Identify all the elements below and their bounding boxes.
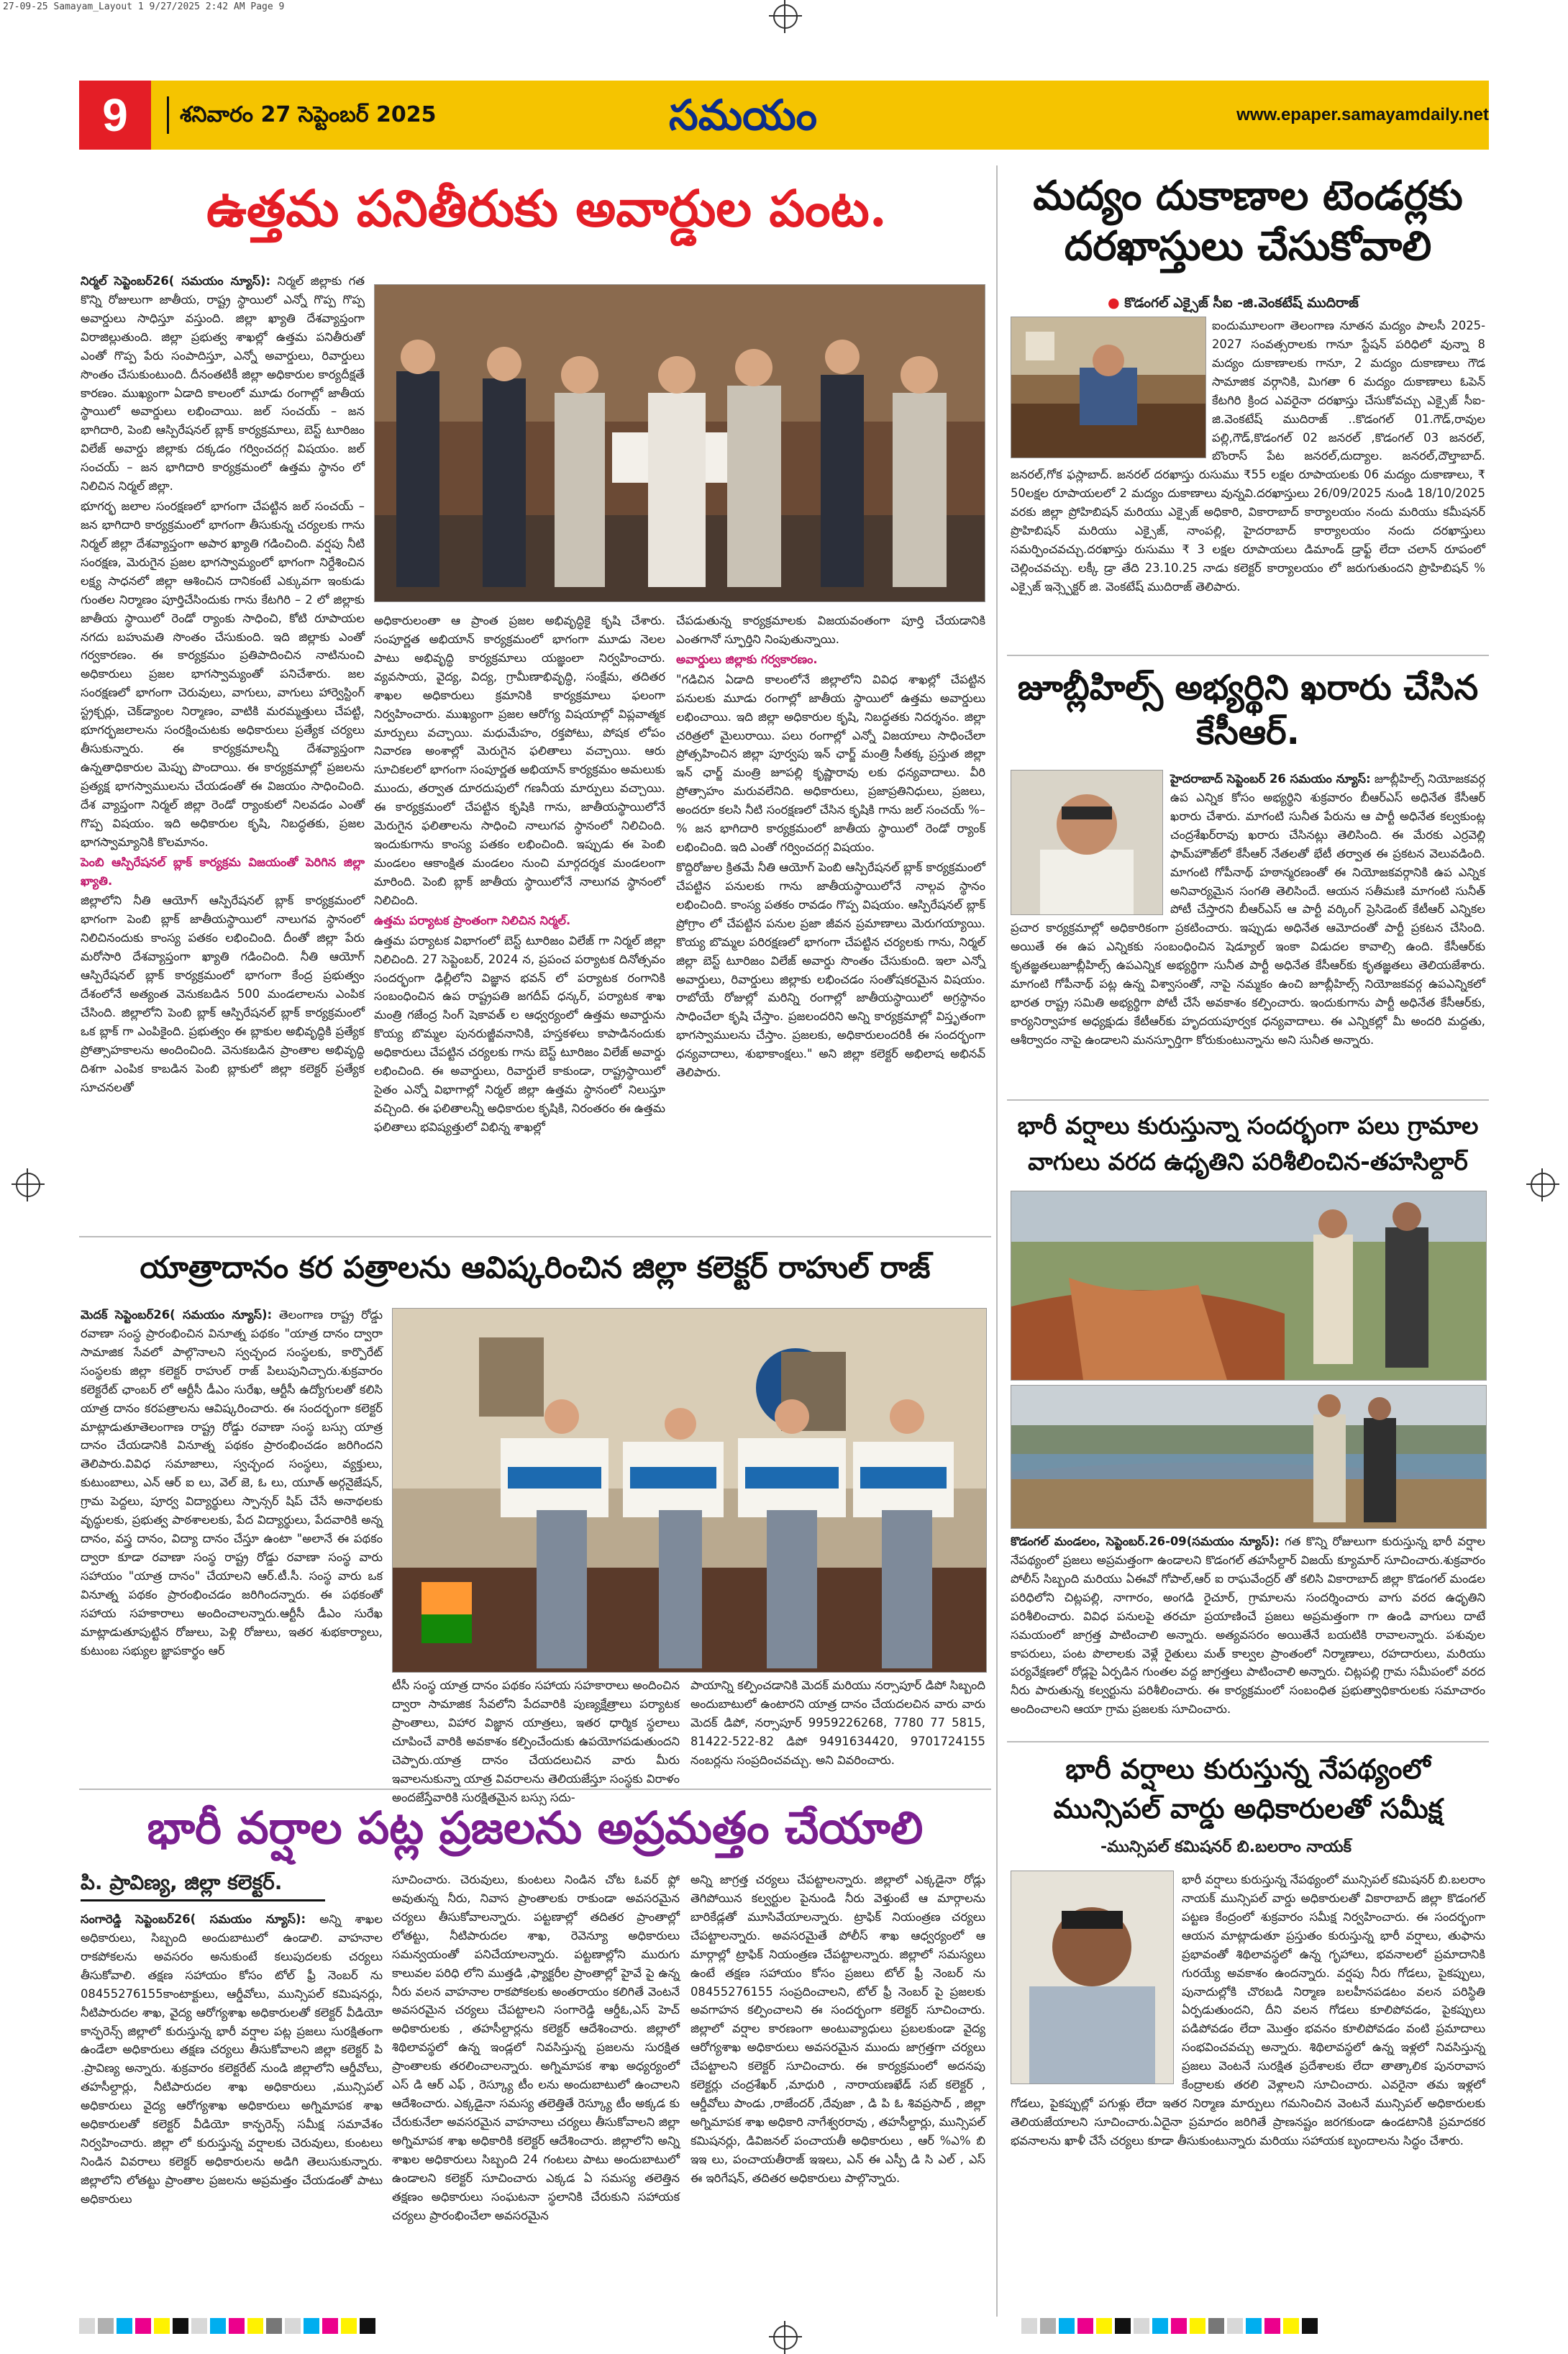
story7-photo-spacer (1011, 1871, 1182, 2086)
story1-para8: కొద్దిరోజుల క్రితమే నీతి ఆయోగ్ పెంబి ఆస్పిరేషనల్ బ్లాక్ కార్యక్రమంలో చేపట్టిన పనులకు గాను జాతీయస్థాయిలోనే నాల్గవ స్థానం లభించింది. కాంస్య పతకం రావడం గొప్ప విషయం. ఆస్పిరేషనల్ బ్లాక్ ప్రోగ్రాం లో చేపట్టిన పనుల ప్రజా జీవన ప్రమాణాలు మెరుగయ్యాయి. కొయ్య బొమ్మల పరిరక్షణలో భాగంగా చేపట్టిన చర్యలకు గాను, నిర్మల్ జిల్లా బెస్ట్ టూరిజం విలేజ్ అవార్డు సొంతం చేసుకుంది. ఇలా ఎన్నో అవార్డులు, రివార్డులు జిల్లాకు లభించడం సంతోషకరమైన విషయం. రాబోయే రోజుల్లో మరిన్ని రంగాల్లో జాతీయస్థాయిలో అగ్రస్థానం సాధించేలా కృషి చేస్తాం. ప్రజలందరిని అన్ని కార్యక్రమాల్లో విస్తృతంగా భాగస్వాములను చేస్తాం. ప్రజలకు, అధికారులందరికీ ఈ సందర్భంగా ధన్యవాదాలు, శుభాకాంక్షలు." అని జిల్లా కలెక్టర్ అభిలాష అభినవ్ తెలిపారు. (676, 860, 985, 1080)
story3-dateline: హైదరాబాద్ సెప్టెంబర్ 26 సమయం న్యూస్: (1170, 772, 1371, 786)
story7-headline: భారీ వర్షాలు కురుస్తున్న నేపథ్యంలో మున్సిపల్ వార్డు అధికారులతో సమీక్ష (1053, 1753, 1443, 1825)
color-bar-right (1021, 2318, 1439, 2334)
color-bar-left (79, 2318, 496, 2334)
story6-col3 (690, 1871, 985, 2313)
story1-para3: జిల్లాలోని నీతి ఆయోగ్ ఆస్పిరేషనల్ బ్లాక్ కార్యక్రమంలో భాగంగా పెంబి బ్లాక్ జాతీయస్థాయిలో నాలుగవ స్థానంలో నిలిచినందుకు కాంస్య పతకం లభించింది. దీంతో జిల్లా పేరు మరోసారి దేశవ్యాప్తంగా ఖ్యాతి గడించింది. నీతి ఆయోగ్ ఆస్పిరేషనల్ బ్లాక్ కార్యక్రమంలో భాగంగా కేంద్ర ప్రభుత్వం దేశంలోనే అత్యంత వెనుకబడిన 500 మండలాలను ఎంపిక చేసింది. జిల్లాలోని పెంబి బ్లాక్ ఆస్పిరేషనల్ బ్లాక్ కార్యక్రమంలో ఒక బ్లాక్ గా ఎంపికైంది. ప్రభుత్వం ఈ బ్లాకుల అభివృద్ధికి ప్రత్యేక ప్రోత్సాహకాలను అందించింది. వెనుకబడిన ప్రాంతాల అభివృద్ధి దిశగా ఎంపిక కాబడిన పెంబి బ్లాకులో జిల్లా కలెక్టర్ ప్రత్యేక సూచనలతో (81, 894, 365, 1094)
story4-photo2 (1011, 1385, 1487, 1529)
story4-body-text: గత కొన్ని రోజులుగా కురుస్తున్న భారీ వర్షాల నేపథ్యంలో ప్రజలు అప్రమత్తంగా ఉండాలని కొడంగల్ తహసీల్దార్ విజయ్ క్యూమార్ సూచించారు.శుక్రవారం పోలీస్ సిబ్బంది మరియు ఏఈవో గోపాల్,ఆర్ ఐ రాఘవేంద్రర్ తో కలిసి వికారాబాద్ జిల్లా కొడంగల్ మండల పరిధిలోని చిట్లపల్లి, నాగారం, అంగడి రైచూర్, గ్రామాలను సందర్శించారు వాగు వరద ఉధృతిని పరిశీలించారు. వివిధ పనులపై తరచూ ప్రయాణించే ప్రజలు అప్రమత్తంగా గా ఉండి వాగులు దాటే సమయంలో జాగ్రత్త పాటించాలి అన్నారు. అత్యవసరం అయితేనే బయటికి రావాలన్నారు. పశువుల కాపరులు, పంట పొలాలకు వెళ్లే రైతులు మత్ కాల్వల ప్రాంతంలో నిర్మాణాలు, రహదారులు, మరియు పర్యవేక్షణలో రోడ్లపై ఏర్పడిన గుంతల వద్ద జాగ్రత్తలు పాటించాలి అన్నారు. చిట్లపల్లి గ్రామ సమీపంలో వరద నీరు పారుతున్న కల్వర్టును పరిశీలించారు. ఈ కార్యక్రమంలో సంబంధిత ప్రభుత్వాధికారులకు సమాచారం అందించాలని ఆయా గ్రామ ప్రజలకు సూచించారు. (1011, 1535, 1485, 1717)
story2-body (1011, 317, 1485, 619)
story1-para6: చేపడుతున్న కార్యక్రమాలకు విజయవంతంగా పూర్తి చేయడానికి ఎంతగానో స్ఫూర్తిని నింపుతున్నాయి. (676, 614, 985, 646)
registration-mark-left (16, 1173, 40, 1197)
story7-byline: -మున్సిపల్ కమిషనర్ బి.బలరాం నాయక్ (1100, 1838, 1352, 1856)
story5-body3: పాయాన్ని కల్పించడానికి మెదక్ మరియు నర్సాపూర్ డిపో సిబ్బంది అందుబాటులో ఉంటారని యాత్ర దానం చేయదలచిన వారు వారు మెదక్ డిపో, నర్సాపూర్ 9959226268, 7780 77 5815, 81422-522-82 డిపో 9491634420, 9701724155 నంబర్లను సంప్రదించవచ్చు. అని వివరించారు. (690, 1678, 985, 1767)
story6-byline: పి. ప్రావిణ్య, జిల్లా కలెక్టర్. (81, 1871, 283, 1894)
story3-body (1011, 770, 1485, 1086)
story5-col1 (81, 1306, 383, 1781)
story3-headline: జూబ్లీహిల్స్ అభ్యర్థిని ఖరారు చేసిన కేసీఆర్. (1017, 668, 1479, 753)
story3-photo-spacer (1011, 770, 1170, 917)
story6-body2: సూచించారు. చెరువులు, కుంటలు నిండిన చోట ఓవర్ ఫ్లో అవుతున్న నీరు, నివాస ప్రాంతాలకు రాకుండా అవసరమైన చర్యలు తీసుకోవాలన్నారు. పట్టణాల్లో తదితర ప్రాంతాల్లో లోతట్టు, నీటిపారుదల శాఖ, రెవెన్యూ అధికారులు సమన్వయంతో పనిచేయాలన్నారు. పట్టణాల్లోని మురుగు కాలువల పరిధి లోని ముత్తడి ,ఫ్యాక్టరీల ప్రాంతాల్లో హైవే పై ఉన్న నీరు వలన వాహనాల రాకపోకలకు అంతరాయం కలిగితే వెంటనే అవసరమైన చర్యలు చేపట్టాలని సంగారెడ్డి ఆర్డీఓ,ఎస్ హెచ్ అధికారులకు , తహసీల్దార్లను కలెక్టర్ ఆదేశించారు. జిల్లాలో శిథిలావస్థలో ఉన్న ఇండ్లలో నివసిస్తున్న ప్రజలను సురక్షిత ప్రాంతాలకు తరలించాలన్నారు. అగ్నిమాపక శాఖ అధ్యర్యంలో ఎస్ డి ఆర్ ఎఫ్ , రెస్క్యూ టీం లను అందుబాటులో ఉంచాలని ఆదేశించారు. ఎక్కడైనా సమస్య తలెత్తితే రెస్క్యూ టీం అక్కడ కు చేరుకునేలా అవసరమైన వాహనాలు చర్యలు తీసుకోవాలని జిల్లా అగ్నిమాపక శాఖ అధికారికి కలెక్టర్ ఆదేశించారు. జిల్లాలోని అన్ని శాఖల అధికారులు సిబ్బంది 24 గంటలు పాటు అందుబాటులో ఉండాలని కలెక్టర్ సూచించారు ఎక్కడ ఏ సమస్య తలెత్తిన తక్షణం అధికారులు సంఘటనా స్థలానికి చేరుకుని సహాయక చర్యలు ప్రారంభించేలా అవసరమైన (392, 1873, 680, 2222)
rule-story5-bottom (79, 1789, 991, 1790)
rule-story2-bottom (1007, 655, 1489, 656)
story5-dateline: మెదక్ సెప్టెంబర్26( సమయం న్యూస్): (81, 1308, 273, 1322)
story1-para7: "గడిచిన ఏడాది కాలంలోనే జిల్లాలోని వివిధ శాఖల్లో చేపట్టిన పనులకు మూడు రంగాల్లో జాతీయ స్థాయిలో ఉత్తమ అవార్డులు లభించాయి. ఇది జిల్లా అధికారుల కృషి, నిబద్ధతకు నిదర్శనం. జిల్లా చరిత్రలో మైలురాయి. పలు రంగాల్లో ఎన్నో విజయాలు సాధించేలా ప్రోత్సహించిన జిల్లా పూర్వపు ఇన్ ఛార్జ్ మంత్రి సీతక్క ప్రస్తుత జిల్లా ఇన్ ఛార్జ్ మంత్రి జూపల్లి కృష్ణారావు లకు ధన్యవాదాలు. వీరి ప్రోత్సాహం మరువలేనిది. అధికారులు, ప్రజాప్రతినిధులు, ప్రజలు, అందరూ కలసి నీటి సంరక్షణలో చేసిన కృషికి గాను జల్ సంచయ్ %–% జన భాగిదారి కార్యక్రమంలో జాతీయ స్థాయిలో రెండో ర్యాంక్ లభించింది. ఇది ఎంతో గర్వించదగ్గ విషయం. (676, 672, 985, 855)
story7-body (1011, 1871, 1485, 2313)
story6-body1: అన్ని శాఖల అధికారులు, సిబ్బంది అందుబాటులో ఉండాలి. వాహనాల రాకపోకలను అవసరం అనుకుంటే కలుపుదలకు చర్యలు తీసుకోవాలి. తక్షణ సహాయం కోసం టోల్ ఫ్రీ నెంబర్ ను 08455276155కాంటాక్టులు, ఆర్డీవోలు, మున్సిపల్ కమిషనర్లు, నీటిపారుదల శాఖ, వైద్య ఆరోగ్యశాఖ అధికారులతో కలెక్టర్ వీడియో కాన్ఫరెన్స్ జిల్లాలో కురుస్తున్న భారీ వర్షాల పట్ల ప్రజలు సురక్షితంగా ఉండేలా అధికారులు తక్షణ చర్యలు తీసుకోవాలని జిల్లా కలెక్టర్ పి .ప్రావిణ్య అన్నారు. శుక్రవారం కలెక్టరేట్ నుండి జిల్లాలోని ఆర్డీవోలు, తహసీల్దార్లు, నీటిపారుదల శాఖ అధికారులు ,మున్సిపల్ అధికారులు వైద్య ఆరోగ్యశాఖ అధికారులు అగ్నిమాపక శాఖ అధికారులతో కలెక్టర్ వీడియో కాన్ఫరెన్స్ సమీక్ష సమావేశం నిర్వహించారు. జిల్లా లో కురుస్తున్న వర్షాలకు చెరువులు, కుంటలు నిండిన వివరాలు కలెక్టర్ అధికారులను అడిగి తెలుసుకున్నారు. జిల్లాలోని లోతట్టు ప్రాంతాల ప్రజలను అప్రమత్తం చేయడంతో పాటు అధికారులు (81, 1912, 383, 2206)
column-rule-main (996, 165, 998, 2317)
registration-mark-bottom (773, 2325, 798, 2350)
story6-col2 (392, 1871, 680, 2313)
issue-date: శనివారం 27 సెప్టెంబర్ 2025 (180, 102, 437, 127)
story1-col2 (374, 612, 665, 1230)
story6-dateline: సంగారెడ్డి సెప్టెంబర్26( సమయం న్యూస్): (81, 1912, 306, 1926)
story2-byline (1108, 295, 1482, 314)
story4-photo1 (1011, 1191, 1487, 1381)
registration-mark-right (1531, 1173, 1555, 1197)
print-slug: 27-09-25 Samayam_Layout 1 9/27/2025 2:42 AM Page 9 (3, 1, 285, 12)
story6-col1 (81, 1910, 383, 2313)
story1-col3 (676, 612, 985, 1230)
story1-photo (374, 284, 985, 602)
story1-para1: నిర్మల్ జిల్లాకు గత కొన్ని రోజులుగా జాతీయ, రాష్ట్ర స్థాయిలో ఎన్నో గొప్ప గొప్ప అవార్డులు సాధిస్తూ వస్తుంది. జిల్లా ఖ్యాతి దేశవ్యాప్తంగా విరాజిల్లుతుంది. జిల్లా ప్రభుత్వ శాఖల్లో ఉత్తమ పనితీరుతో ఎంతో గొప్ప పేరు సంపాదిస్తూ, ఎన్నో అవార్డులు, రివార్డులు సొంతం చేసుకుంటుంది. దీనంతటికీ జిల్లా అధికారుల కార్యదీక్షతే కారణం. ముఖ్యంగా ఏడాది కాలంలో మూడు రంగాల్లో జాతీయ స్థాయిలో అవార్డులు లభించాయి. జల్ సంచయ్ – జన భాగిదారి, పెంబి ఆస్పిరేషనల్ బ్లాక్ కార్యక్రమాలు, బెస్ట్ టూరిజం విలేజ్ అవార్డు జిల్లాకు దక్కడం గర్వించదగ్గ విషయం. జల్ సంచయ్ – జన భాగిదారి కార్యక్రమంలో ఉత్తమ స్థానం లో నిలిచిన నిర్మల్ జిల్లా. (81, 274, 365, 494)
story5-body1: తెలంగాణ రాష్ట్ర రోడ్డు రవాణా సంస్థ ప్రారంభించిన వినూత్న పథకం "యాత్ర దానం ద్వారా సామాజిక సేవలో పాల్గొనాలని స్వచ్ఛంద సంస్థలకు, కార్పొరేట్ సంస్థలకు జిల్లా కలెక్టర్ రాహుల్ రాజ్ పిలుపునిచ్చారు.శుక్రవారం కలెక్టరేట్ ఛాంబర్ లో ఆర్టీసీ డీఎం సురేఖ, ఆర్టీసీ ఉద్యోగులతో కలిసి యాత్ర దానం కరపత్రాలను ఆవిష్కరించారు. ఈ సందర్భంగా కలెక్టర్ మాట్లాడుతూతెలంగాణ రాష్ట్ర రోడ్డు రవాణా సంస్థ బస్సు యాత్ర దానం చేయడానికి వినూత్న పథకం ప్రారంభించడం జరిగిందని తెలిపారు.వివిధ సమాజాలు, స్వచ్ఛంద సంస్థలు, వ్యక్తులు, కుటుంబాలు, ఎన్ ఆర్ ఐ లు, వెల్ జె, ఓ లు, యూత్ అర్గనైజేషన్, గ్రామ పెద్దలు, పూర్వ విద్యార్థులు స్పాన్సర్ షిప్ చేసే అనాథలకు వృద్ధులకు, ప్రభుత్వ పాఠశాలలకు, పేద విద్యార్థులు, పేదవారికి అన్న దానం, వస్త్ర దానం, విద్యా దానం చేస్తూ ఉంటా "అలానే ఈ పథకం ద్వారా కూడా రవాణా సంస్థ రాష్ట్ర రోడ్డు రవాణా సంస్థ వారు సహాయం "యాత్ర దానం" చేయాలని ఆర్.టీ.సీ. సంస్థ వారు ఒక వినూత్న పథకం ప్రారంభించడం జరిగిందన్నారు. ఈ పథకంతో సహాయ సహకారాలు అందించాలన్నారు.ఆర్టీసీ డీఎం సురేఖ మాట్లాడుతూపుట్టిన రోజులు, పెళ్లి రోజులు, ఇతర శుభకార్యాలు, కుటుంబ సభ్యుల జ్ఞాపకార్థం ఆర్ (81, 1308, 383, 1658)
story5-headline: యాత్రాదానం కర పత్రాలను ఆవిష్కరించిన జిల్లా కలెక్టర్ రాహుల్ రాజ్ (140, 1250, 931, 1285)
story2-byline-text: కొడంగల్ ఎక్సైజ్ సీఐ -జి.వెంకటేష్ ముదిరాజ్ (1124, 295, 1359, 311)
story1-dateline: నిర్మల్ సెప్టెంబర్26( సమయం న్యూస్): (81, 274, 271, 288)
epaper-url[interactable]: www.epaper.samayamdaily.net (1236, 105, 1489, 124)
story1-para2: భూగర్భ జలాల సంరక్షణలో భాగంగా చేపట్టిన జల్ సంచయ్ – జన భాగిదారి కార్యక్రమంలో భాగంగా తీసుకున్న చర్యలకు గాను నిర్మల్ జిల్లా దేశవ్యాప్తంగా అపార ఖ్యాతి గడించింది. వర్షపు నీటి సంరక్షణ, మెరుగైన ప్రజల భాగస్వామ్యంలో భాగంగా నిర్దేశించిన లక్ష్య సాధనలో జిల్లా ఆశించిన దానికంటే ఎక్కువగా ఇంకుడు గుంతల నిర్మాణం పూర్తిచేసిందుకు గాను కేటగిరి – 2 లో జిల్లాకు జాతీయ స్థాయిలో రెండో ర్యాంకు సాధించి, కోటి రూపాయల నగదు బహుమతి సొంతం చేసుకుంది. ఇది జిల్లాకు ఎంతో గర్వకారణం. ఈ కార్యక్రమం ప్రతిపాదించిన నాటినుంచి అధికారులు ప్రజల భాగస్వామ్యంతో పనిచేశారు. జల సంరక్షణలో భాగంగా చెరువులు, వాగులు, వాగులు హార్వెస్టింగ్ స్ట్రక్చర్లు, చెక్‌డ్యాంల నిర్మాణం, వాటికి మరమ్మత్తులు చేపట్టి, భూగర్భజలాలను సంరక్షించుటకు అధికారులు ప్రత్యేక చర్యలు తీసుకున్నారు. ఈ కార్యక్రమాలన్నీ దేశవ్యాప్తంగా ఉన్నతాధికారుల మెప్పు పొందాయి. ఈ కార్యక్రమాల్లో ప్రజలను ప్రత్యక్ష భాగస్వాములను చేయడంతో ఈ విజయం సాధించింది. దేశ వ్యాప్తంగా నిర్మల్ జిల్లా రెండో ర్యాంకులో నిలవడం ఎంతో గొప్ప విషయం. ఇది అధికారుల కృషి, నిబద్ధతకు, ప్రజల భాగస్వామ్యానికి కొలమానం. (81, 499, 365, 849)
story5-col3 (690, 1676, 985, 1784)
masthead: సమయం (669, 91, 818, 140)
registration-mark-top (773, 4, 798, 29)
story2-headline: మద్యం దుకాణాల టెండర్లకు దరఖాస్తులు చేసుకోవాలి (1033, 173, 1463, 270)
page-number: 9 (79, 81, 151, 150)
story2-body-text: ఐందుమూలంగా తెలంగాణ నూతన మద్యం పాలసీ 2025-2027 సంవత్సరాలకు గానూ స్టేషన్ పరిధిలో వున్నా 8 మద్యం దుకాణాలకు గానూ, 2 మద్యం దుకాణాలు గౌడ సామాజిక వర్గానికి, మిగతా 6 మద్యం దుకాణాలు ఓపెన్ కేటగిరి క్రింద ఎవరైనా దరఖాస్తు చేసుకోవచ్చు ఎక్సైజ్ సీఐ- జి.వెంకటేష్ ముదిరాజ్ ..కొడంగల్ 01.గౌడ్,రావుల పల్లి,గౌడ్,కొడంగల్ 02 జనరల్ ,కొడంగల్ 03 జనరల్, బొంరాస్ పేట జనరల్,దుద్యాల. జనరల్,దౌల్తాబాద్. జనరల్,గోక ఫస్లాబాద్. జనరల్ దరఖాస్తు రుసుము ₹55 లక్షల రూపాయలకు 06 మద్యం దుకాణాలు, ₹ 50లక్షల రూపాయలలో 2 మద్యం దుకాణాలు వున్నవి.దరఖాస్తులు 26/09/2025 నుండి 18/10/2025 వరకు జిల్లా ప్రోహిబిషన్ మరియు ఎక్సైజ్ అధికారి, వికారాబాద్ కార్యాలయం నందు మరియు కమీషనర్ ప్రొహిబిషన్ మరియు ఎక్సైజ్, నాంపల్లి, హైదరాబాద్ కార్యాలయం నందు దరఖాస్తులు సమర్పించవచ్చు.దరఖాస్తు రుసుము ₹ 3 లక్షల రూపాయలు డిమాండ్ డ్రాఫ్ట్ లేదా చలాన్ రూపంలో చెల్లించవచ్చు. లక్కీ డ్రా తేది 23.10.25 నాడు కలెక్టర్ కార్యాలయం లో జరుగుతుందని ప్రొహిబిషన్ % ఎక్సైజ్ ఇన్స్పెక్టర్ జి. వెంకటేష్ ముదిరాజ్ తెలిపారు. (1011, 319, 1485, 594)
story4-headline: భారీ వర్షాలు కురుస్తున్నా సందర్భంగా పలు గ్రామాల వాగులు వరద ఉధృతిని పరిశీలించిన-తహసిల్దార్ (1017, 1112, 1479, 1176)
rule-story4-bottom (1007, 1741, 1489, 1742)
story1-headline: ఉత్తమ పనితీరుకు అవార్డుల పంట. (206, 178, 888, 238)
rule-story1-bottom (79, 1236, 991, 1237)
story1-subhead1: పెంబి ఆస్పిరేషనల్ బ్లాక్ కార్యక్రమ విజయంతో పెరిగిన జిల్లా ఖ్యాతి. (81, 855, 365, 888)
story3-body-text: జూబ్లీహిల్స్ నియోజకవర్గ ఉప ఎన్నిక కోసం అభ్యర్థిని శుక్రవారం బీఆర్ఎస్ అధినేత కేసీఆర్ ఖరారు చేశారు. మాగంటి సునీత పేరును ఆ పార్టీ అధినేత కల్వకుంట్ల చంద్రశేఖర్‌రావు ఖరారు చేసినట్లు తెలిసింది. ఈ మేరకు ఎర్రవెల్లి ఫామ్‌హౌజ్‌లో కేసీఆర్ నేతలతో భేటీ తర్వాత ఈ ప్రకటన వెలువడింది. మాగంటి గోపీనాథ్ హఠాన్మరణంతో ఈ నియోజకవర్గానికి ఉప ఎన్నిక అనివార్యమైన సంగతి తెలిసిందే. ఆయన సతీమణి మాగంటి సునీత్ పోటీ చేస్తారని బీఆర్ఎస్ ఆ పార్టీ వర్కింగ్ ప్రెసిడెంట్ కేటీఆర్ ఎన్నికల ప్రచార కార్యక్రమాల్లో అధికారికంగా ప్రకటించారు. ఇప్పుడు అధినేత ఆమోదంతో పార్టీ ప్రకటన చేసింది. అయితే ఈ ఉప ఎన్నికకు సంబంధించిన షెడ్యూల్ ఇంకా విడుదల కావాల్సి ఉంది. కేసీఆర్‌కు కృతజ్ఞతలుజూబ్లీహిల్స్ ఉపఎన్నిక అభ్యర్థిగా సునీత పార్టీ అధినేత కేసీఆర్‌కు కృతజ్ఞతలు తెలియజేశారు. మాగంటి గోపీనాథ్ పట్ల ఉన్న విశ్వాసంతో, నాపై నమ్మకం ఉంచి జూబ్లీహిల్స్ నియోజకవర్గ ఉపఎన్నికలో భారత రాష్ట్ర సమితి అభ్యర్థిగా పోటీ చేసే అవకాశం కల్పించారు. ఇందుకుగాను పార్టీ అధినేత కేసీఆర్‌కు, కార్యనిర్వాహక అధ్యక్షుడు కేటీఆర్‌కు హృదయపూర్వక ధన్యవాదాలు. ఈ ఎన్నికల్లో మీ అందరి మద్దతు, ఆశీర్వాదం నాపై ఉండాలని మనస్ఫూర్తిగా కోరుకుంటున్నాను అని సునీత అన్నారు. (1011, 772, 1485, 1047)
story7-body-text: భారీ వర్షాలు కురుస్తున్న నేపథ్యంలో మున్సిపల్ కమిషనర్ బి.బలరాం నాయక్ మున్సిపల్ వార్డు అధికారులతో వికారాబాద్ జిల్లా కొడంగల్ పట్టణ కేంద్రంలో శుక్రవారం సమీక్ష నిర్వహించారు. ఈ సందర్భంగా ఆయన మాట్లాడుతూ ప్రస్తుతం కురుస్తున్న భారీ వర్షాలు, తుఫాను ప్రభావంతో శిథిలావస్థలో ఉన్న గృహాలు, భవనాలలో ప్రమాదానికి గురయ్యే అవకాశం ఉందన్నారు. వర్షపు నీరు గోడలు, పైకప్పులు, పునాదుల్లోకి చొరబడి నిర్మాణ బలహీనపడటం వలన పరిస్థితి ఏర్పడుతుందని, దీని వలన గోడలు కూలిపోవడం, పైకప్పులు పడిపోవడం లేదా మొత్తం భవనం కూలిపోవడం వంటి ప్రమాదాలు సంభవించవచ్చు అన్నారు. శిథిలావస్థలో ఉన్న ఇళ్లలో నివసిస్తున్న ప్రజలు వెంటనే సురక్షిత ప్రదేశాలకు లేదా తాత్కాలిక పునరావాస కేంద్రాలకు తరలి వెళ్లాలని సూచించారు. ఎవరైనా తమ ఇళ్లలో గోడలు, పైకప్పుల్లో పగుళ్లు లేదా ఇతర నిర్మాణ మార్పులు గమనించిన వెంటనే మున్సిపల్ అధికారులకు తెలియజేయాలని సూచించారు.ఏదైనా ప్రమాదం జరిగితే ప్రాణనష్టం జరగకుండా ఉండటానికి ప్రమాదకర భవనాలను ఖాళీ చేసే చర్యలు కూడా తీసుకుంటున్నారు మరియు సహాయక బృందాలను సిద్ధం చేశారు. (1011, 1873, 1485, 2148)
story1-photo-caption: అవార్డులు జిల్లాకు గర్వకారణం. (676, 652, 818, 666)
story6-headline: భారీ వర్షాల పట్ల ప్రజలను అప్రమత్తం చేయాలి (147, 1801, 924, 1854)
rule-story3-bottom (1007, 1099, 1489, 1101)
story5-col2 (392, 1676, 680, 1804)
story1-subhead2: ఉత్తమ పర్యాటక ప్రాంతంగా నిలిచిన నిర్మల్. (374, 913, 571, 927)
story5-body2: టీసీ సంస్థ యాత్ర దానం పథకం సహాయ సహకారాలు అందించిన ద్వారా సామాజిక సేవలోని పేదవారికి పుణ్యక్షేత్రాలు పర్యాటక ప్రాంతాలు, విహార విజ్ఞాన యాత్రలు, ఇతర ధార్మిక స్థలాలు చూపించే వారికి అవకాశం కల్పించేందుకు ఉపయోగపడుతుందని చెప్పారు.యాత్ర దానం చేయదలుచిన వారు మీరు ఇవాలనుకున్నా యాత్ర వివరాలను తెలియజేస్తూ సంస్థకు విరాళం అందజేస్తేవారికి సురక్షితమైన బస్సు సదు- (392, 1678, 680, 1804)
story5-photo (392, 1308, 987, 1673)
story4-dateline: కొడంగల్ మండలం, సెప్టెంబర్.26-09(సమయం న్యూస్): (1011, 1535, 1280, 1548)
header-divider (167, 96, 169, 134)
story2-photo-spacer (1011, 317, 1212, 460)
story1-para5: ఉత్తమ పర్యాటక విభాగంలో బెస్ట్ టూరిజం విలేజ్ గా నిర్మల్ జిల్లా నిలిచింది. 27 సెప్టెంబర్, 2024 న, ప్రపంచ పర్యాటక దినోత్సవం సందర్భంగా ఢిల్లీలోని విజ్ఞాన భవన్ లో పర్యాటక రంగానికి సంబంధించిన ఉప రాష్ట్రపతి జగదీప్ ధన్కర్, పర్యాటక శాఖ మంత్రి గజేంద్ర సింగ్ షెకావత్ ల ఆధ్వర్యంలో ఉత్తమ అవార్డును కొయ్య బొమ్మల పునరుజ్జీవనానికి, హస్తకళలు కాపాడినందుకు అధికారులు చేపట్టిన చర్యలకు గాను బెస్ట్ టూరిజం విలేజ్ అవార్డు లభించింది. ఈ అవార్డులు, రివార్డులే కాకుండా, రాష్ట్రస్థాయిలో సైతం ఎన్నో విభాగాల్లో నిర్మల్ జిల్లా ఉత్తమ స్థానంలో నిలుస్తూ వచ్చింది. ఈ ఫలితాలన్నీ అధికారుల కృషికి, నిరంతరం ఈ ఉత్తమ ఫలితాలు భవిష్యత్తులో విభిన్న శాఖల్లో (374, 933, 665, 1134)
story1-col1 (81, 272, 365, 1229)
bullet-icon: ● (1108, 295, 1120, 311)
story1-para4: అధికారులంతా ఆ ప్రాంత ప్రజల అభివృద్ధికై కృషి చేశారు. సంపూర్ణత అభియాన్ కార్యక్రమంలో భాగంగా మూడు నెలల పాటు అభివృద్ధి కార్యక్రమాలు యజ్ఞంలా నిర్వహించారు. వ్యవసాయ, వైద్య, విద్య, గ్రామీణాభివృద్ధి, సంక్షేమ, తదితర శాఖల అధికారులు క్రమానికి కార్యక్రమాలు ఫలంగా నిర్వహించారు. ముఖ్యంగా ప్రజల ఆరోగ్య విషయాల్లో విప్లవాత్మక మార్పులు వచ్చాయి. మధుమేహం, రక్తపోటు, పోషక లోపం నివారణ అంశాల్లో మెరుగైన ఫలితాలు వచ్చాయి. ఆరు సూచికలలో భాగంగా సంపూర్ణత అభియాన్ కార్యక్రమం అమలుకు ముందు, తర్వాత దూరదుపులో గణనీయ మార్పులు వచ్చాయి. ఈ కార్యక్రమంలో చేపట్టిన కృషికి గాను, జాతీయస్థాయిలోనే మెరుగైన ఫలితాలను సాధించి నాలుగవ స్థానంలో నిలిచింది. ఇందుకుగాను కాంస్య పతకం లభించింది. ఇప్పుడు ఈ పెంబి మండలం ఆకాంక్షిత మండలం నుంచి మార్గదర్శక మండలంగా మారింది. పెంబి బ్లాక్ జాతీయ స్థాయిలోనే నాలుగవ స్థానంలో నిలిచింది. (374, 614, 665, 907)
story6-byline-underline (81, 1899, 325, 1901)
story6-body3: అన్ని జాగ్రత్త చర్యలు చేపట్టాలన్నారు. జిల్లాలో ఎక్కడైనా రోడ్లు తెగిపోయిన కల్వర్టుల పైనుండి నీరు వెళ్తుంటే ఆ మార్గాలను బారికేడ్లతో మూసివేయాలన్నారు. ట్రాఫిక్ నియంత్రణ చర్యలు చేపట్టాలన్నారు. అవసరమైతే పోలీస్ శాఖ ఆధ్వర్యంలో ఆ మార్గాల్లో ట్రాఫిక్ నియంత్రణ చేపట్టాలన్నారు. జిల్లాలో సమస్యలు ఉంటే తక్షణ సహాయం కోసం ప్రజలు టోల్ ఫ్రీ నెంబర్ ను 08455276155 సంప్రదించాలని, టోల్ ఫ్రీ నెంబర్ పై ప్రజలకు అవగాహన కల్పించాలని ఈ సందర్భంగా కలెక్టర్ సూచించారు. జిల్లాలో వర్షాల కారణంగా అంటువ్యాధులు ప్రబలకుండా వైద్య ఆరోగ్యశాఖ అధికారులు అవసరమైన ముందు జాగ్రత్తగా చర్యలు చేపట్టాలని కలెక్టర్ సూచించారు. ఈ కార్యక్రమంలో అదనపు కలెక్టర్లు చంద్రశేఖర్ ,మాధురి , నారాయణఖేడ్ సబ్ కలెక్టర్ , ఆర్డీవోలు పాండు ,రాజేందర్ ,దేవుజా , డి పి ఓ శివప్రసాద్ , జిల్లా అగ్నిమాపక శాఖ అధికారి నాగేశ్వరరావు , తహసీల్దార్లు, మున్సిపల్ కమిషనర్లు, డివిజనల్ పంచాయతీ అధికారులు , ఆర్ %ఎ% బి ఇఇ లు, పంచాయతీరాజ్ ఇఇలు, ఎన్ ఈ ఎస్పీ డి సి ఎల్ , ఎస్ ఈ ఇరిగేషన్, తదితర అధికారులు పాల్గొన్నారు. (690, 1873, 985, 2185)
